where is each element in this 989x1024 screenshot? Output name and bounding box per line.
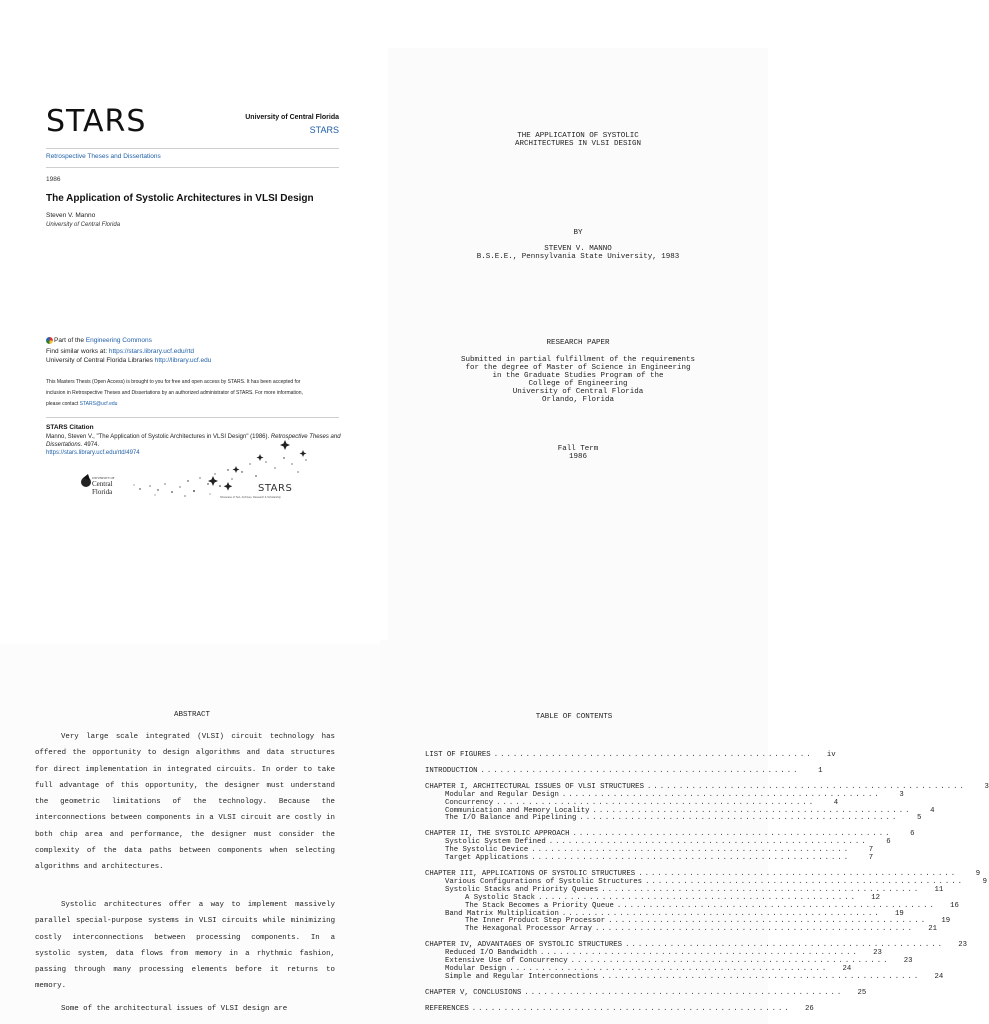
toc-entry: Systolic System Defined .................................................. 6 — [445, 838, 891, 847]
publication-year: 1986 — [46, 176, 61, 183]
toc-entry: Various Configurations of Systolic Structures .................................................. 9 — [445, 877, 988, 886]
toc-list — [425, 751, 989, 1014]
toc-entry: LIST OF FIGURES .................................................. iv — [425, 751, 836, 759]
libraries-line: University of Central Florida Libraries http://library.ucf.edu — [46, 357, 212, 364]
toc-entry: Target Applications .................................................. 7 — [445, 854, 874, 863]
stars-footer-logo: STARS — [258, 483, 293, 494]
libraries-link[interactable]: http://library.ucf.edu — [154, 357, 212, 364]
toc-heading: TABLE OF CONTENTS — [535, 713, 613, 721]
abstract-heading: ABSTRACT — [173, 711, 210, 719]
ucf-footer-line2: Central — [92, 480, 113, 488]
toc-entry: CHAPTER I, ARCHITECTURAL ISSUES OF VLSI STRUCTURES .................................................. 3 — [425, 782, 989, 791]
similar-works-link[interactable]: https://stars.library.ucf.edu/rtd — [108, 348, 194, 355]
citation-heading: STARS Citation — [46, 424, 94, 431]
by-label: BY — [573, 229, 583, 237]
abstract-page — [0, 644, 384, 1024]
toc-entry: CHAPTER II, THE SYSTOLIC APPROACH .................................................. 6 — [425, 830, 915, 839]
stars-link[interactable]: STARS — [309, 125, 339, 135]
toc-entry: Communication and Memory Locality .................................................. 4 — [445, 806, 935, 815]
toc-entry: The Inner Product Step Processor .................................................. 19 — [465, 917, 951, 926]
paper-type: RESEARCH PAPER — [546, 339, 610, 347]
stars-logo: STARS — [46, 104, 147, 139]
toc-entry: CHAPTER IV, ADVANTAGES OF SYSTOLIC STRUCTURES .................................................. 23 — [425, 941, 968, 950]
thesis-title: THE APPLICATION OF SYSTOLIC ARCHITECTURES IN VLSI DESIGN — [514, 132, 642, 148]
cover-page — [0, 0, 384, 640]
toc-entry: CHAPTER III, APPLICATIONS OF SYSTOLIC STRUCTURES .................................................. 9 — [425, 869, 981, 878]
toc-entry: Modular and Regular Design .................................................. 3 — [445, 790, 904, 799]
university-name: University of Central Florida — [245, 114, 339, 121]
part-of-line: Part of the Engineering Commons — [46, 336, 152, 345]
contact-email-link[interactable]: STARS@ucf.edu — [79, 401, 118, 407]
thesis-author: STEVEN V. MANNO B.S.E.E., Pennsylvania State University, 1983 — [476, 245, 680, 261]
abstract-paragraph-2: Systolic architectures offer a way to implement massively parallel special-purpose systems in VLSI circuits while minimizing costly interconnections between processing components. In a systolic system, data flows from memory in a rhythmic fashion, passing through many processing elements before it returns to memory. — [35, 901, 335, 991]
title-page — [388, 48, 768, 640]
toc-entry: The I/O Balance and Pipelining .................................................. 5 — [445, 814, 922, 823]
toc-entry: CHAPTER V, CONCLUSIONS .................................................. 25 — [425, 988, 867, 997]
author-affiliation: University of Central Florida — [46, 222, 121, 228]
toc-entry: Modular Design .................................................. 24 — [445, 964, 852, 973]
toc-entry: Band Matrix Multiplication .................................................. 19 — [445, 909, 904, 918]
toc-entry: Reduced I/O Bandwidth .................................................. 23 — [445, 949, 882, 958]
commons-icon — [46, 337, 53, 344]
toc-entry: Extensive Use of Concurrency .................................................. 23 — [445, 957, 913, 966]
author-name: Steven V. Manno — [46, 212, 96, 219]
similar-works-line: Find similar works at: https://stars.library.ucf.edu/rtd — [46, 348, 194, 355]
divider — [46, 167, 339, 168]
document-title: The Application of Systolic Architectures in VLSI Design — [46, 193, 314, 204]
access-notice: This Masters Thesis (Open Access) is brought to you for free and open access by STARS. It has been accepted for inclusion in Retrospective Theses and Dissertations by an authorized administrator of STARS. For more information, please contact STARS@ucf.edu — [46, 379, 303, 407]
ucf-logo-icon — [81, 474, 91, 487]
stars-footer-tagline: Showcase of Text, Archives, Research & Scholarship — [220, 496, 281, 499]
collection-link[interactable]: Retrospective Theses and Dissertations — [46, 153, 161, 160]
toc-entry: A Systolic Stack .................................................. 12 — [465, 893, 881, 902]
abstract-paragraph-3: Some of the architectural issues of VLSI design are — [61, 1005, 288, 1013]
citation-url-link[interactable]: https://stars.library.ucf.edu/rtd/4974 — [46, 450, 140, 456]
submission-statement: Submitted in partial fulfillment of the requirements for the degree of Master of Science in Engineering in the Graduate Studies Program of the College of Engineering University of Central Florida Orlando, Florida — [460, 356, 696, 404]
toc-page — [380, 640, 989, 1024]
ucf-footer-line3: Florida — [92, 488, 113, 496]
engineering-commons-link[interactable]: Engineering Commons — [85, 337, 152, 344]
citation-text: Manno, Steven V., "The Application of Systolic Architectures in VLSI Design" (1986). Retrospective Theses and Dissertations. 4974. https://stars.library.ucf.edu/rtd/4974 — [46, 434, 341, 456]
toc-entry: The Stack Becomes a Priority Queue .................................................. 16 — [465, 901, 959, 910]
toc-entry: Simple and Regular Interconnections .................................................. 24 — [445, 972, 944, 981]
divider — [46, 417, 339, 418]
divider — [46, 148, 339, 149]
toc-entry: REFERENCES .................................................. 26 — [425, 1004, 814, 1013]
abstract-paragraph-1: Very large scale integrated (VLSI) circuit technology has offered the opportunity to design algorithms and data structures for direct implementation in integrated circuits. In order to take full advantage of this opportunity, the designer must understand the geometric limitations of the technology. Because the interconnections between components in a VLSI circuit are costly in both chip area and performance, the designer must consider the complexity of the data paths between components when selecting algorithms and architectures. — [35, 733, 335, 872]
toc-entry: Systolic Stacks and Priority Queues .................................................. 11 — [445, 885, 944, 894]
term: Fall Term 1986 — [557, 445, 599, 461]
toc-entry: INTRODUCTION .................................................. 1 — [425, 766, 823, 775]
toc-entry: The Hexagonal Processor Array .................................................. 21 — [465, 925, 937, 934]
ucf-footer-line1: UNIVERSITY OF — [92, 476, 115, 480]
toc-entry: The Systolic Device .................................................. 7 — [445, 846, 874, 855]
toc-entry: Concurrency .................................................. 4 — [445, 798, 839, 807]
footer-logos — [70, 434, 330, 504]
